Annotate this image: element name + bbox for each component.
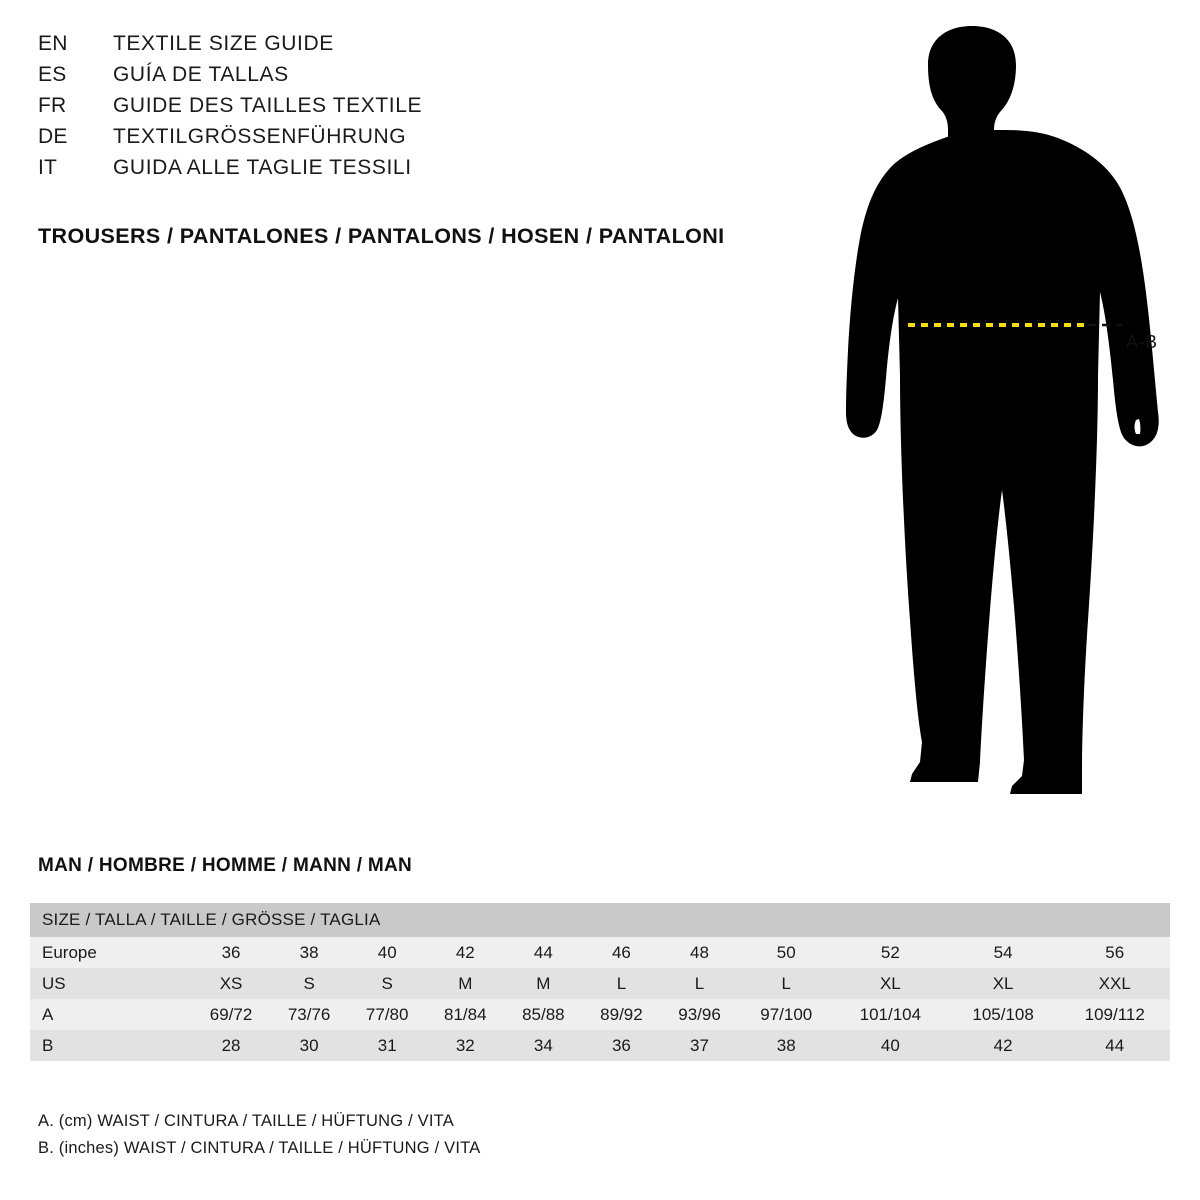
cell-b-7: 38 xyxy=(739,1030,834,1061)
cell-europe-8: 52 xyxy=(834,937,947,968)
male-figure-illustration xyxy=(800,20,1200,810)
cell-us-2: S xyxy=(348,968,426,999)
cell-us-6: L xyxy=(660,968,738,999)
footnote-a: A. (cm) WAIST / CINTURA / TAILLE / HÜFTUNG / VITA xyxy=(38,1112,454,1130)
language-text-es: GUÍA DE TALLAS xyxy=(113,63,289,86)
cell-a-0: 69/72 xyxy=(192,999,270,1030)
language-row-en xyxy=(38,28,798,59)
cell-us-7: L xyxy=(739,968,834,999)
cell-b-1: 30 xyxy=(270,1030,348,1061)
language-code-es: ES xyxy=(38,63,67,86)
garment-type-title: TROUSERS / PANTALONES / PANTALONS / HOSEN / PANTALONI xyxy=(38,224,725,248)
cell-us-9: XL xyxy=(947,968,1060,999)
language-code-it: IT xyxy=(38,156,58,179)
cell-a-9: 105/108 xyxy=(947,999,1060,1030)
row-label-b: B xyxy=(30,1030,192,1061)
language-title-block xyxy=(38,28,798,183)
cell-b-4: 34 xyxy=(504,1030,582,1061)
row-label-europe: Europe xyxy=(30,937,192,968)
cell-us-4: M xyxy=(504,968,582,999)
silhouette-shape xyxy=(846,26,1159,794)
cell-a-10: 109/112 xyxy=(1060,999,1171,1030)
footnote-b: B. (inches) WAIST / CINTURA / TAILLE / HÜFTUNG / VITA xyxy=(38,1139,481,1157)
cell-b-0: 28 xyxy=(192,1030,270,1061)
size-table xyxy=(30,903,1170,1061)
cell-a-2: 77/80 xyxy=(348,999,426,1030)
cell-us-0: XS xyxy=(192,968,270,999)
language-text-en: TEXTILE SIZE GUIDE xyxy=(113,32,334,55)
cell-b-2: 31 xyxy=(348,1030,426,1061)
cell-a-4: 85/88 xyxy=(504,999,582,1030)
cell-europe-0: 36 xyxy=(192,937,270,968)
table-row xyxy=(30,968,1170,999)
cell-a-3: 81/84 xyxy=(426,999,504,1030)
cell-europe-6: 48 xyxy=(660,937,738,968)
cell-europe-1: 38 xyxy=(270,937,348,968)
cell-europe-5: 46 xyxy=(582,937,660,968)
cell-b-3: 32 xyxy=(426,1030,504,1061)
cell-us-10: XXL xyxy=(1060,968,1171,999)
cell-europe-4: 44 xyxy=(504,937,582,968)
cell-a-6: 93/96 xyxy=(660,999,738,1030)
table-row xyxy=(30,1030,1170,1061)
table-header-row xyxy=(30,903,1170,937)
language-text-de: TEXTILGRÖSSENFÜHRUNG xyxy=(113,125,407,148)
cell-b-10: 44 xyxy=(1060,1030,1171,1061)
cell-a-1: 73/76 xyxy=(270,999,348,1030)
cell-europe-10: 56 xyxy=(1060,937,1171,968)
table-row xyxy=(30,937,1170,968)
cell-a-7: 97/100 xyxy=(739,999,834,1030)
cell-b-6: 37 xyxy=(660,1030,738,1061)
language-text-it: GUIDA ALLE TAGLIE TESSILI xyxy=(113,156,412,179)
language-code-fr: FR xyxy=(38,94,67,117)
cell-b-5: 36 xyxy=(582,1030,660,1061)
language-row-de xyxy=(38,121,798,152)
cell-europe-2: 40 xyxy=(348,937,426,968)
cell-europe-7: 50 xyxy=(739,937,834,968)
table-row xyxy=(30,999,1170,1030)
language-row-it xyxy=(38,152,798,183)
cell-us-8: XL xyxy=(834,968,947,999)
cell-us-1: S xyxy=(270,968,348,999)
table-header-cell: SIZE / TALLA / TAILLE / GRÖSSE / TAGLIA xyxy=(30,903,1170,937)
measure-label-ab: A-B xyxy=(1126,332,1158,352)
cell-a-5: 89/92 xyxy=(582,999,660,1030)
language-row-es xyxy=(38,59,798,90)
language-text-fr: GUIDE DES TAILLES TEXTILE xyxy=(113,94,423,117)
footnotes xyxy=(38,1108,480,1162)
row-label-us: US xyxy=(30,968,192,999)
cell-us-5: L xyxy=(582,968,660,999)
cell-us-3: M xyxy=(426,968,504,999)
table-section-title: MAN / HOMBRE / HOMME / MANN / MAN xyxy=(38,855,413,876)
cell-europe-9: 54 xyxy=(947,937,1060,968)
language-code-en: EN xyxy=(38,32,68,55)
language-row-fr xyxy=(38,90,798,121)
cell-europe-3: 42 xyxy=(426,937,504,968)
row-label-a: A xyxy=(30,999,192,1030)
cell-b-9: 42 xyxy=(947,1030,1060,1061)
cell-b-8: 40 xyxy=(834,1030,947,1061)
cell-a-8: 101/104 xyxy=(834,999,947,1030)
language-code-de: DE xyxy=(38,125,68,148)
